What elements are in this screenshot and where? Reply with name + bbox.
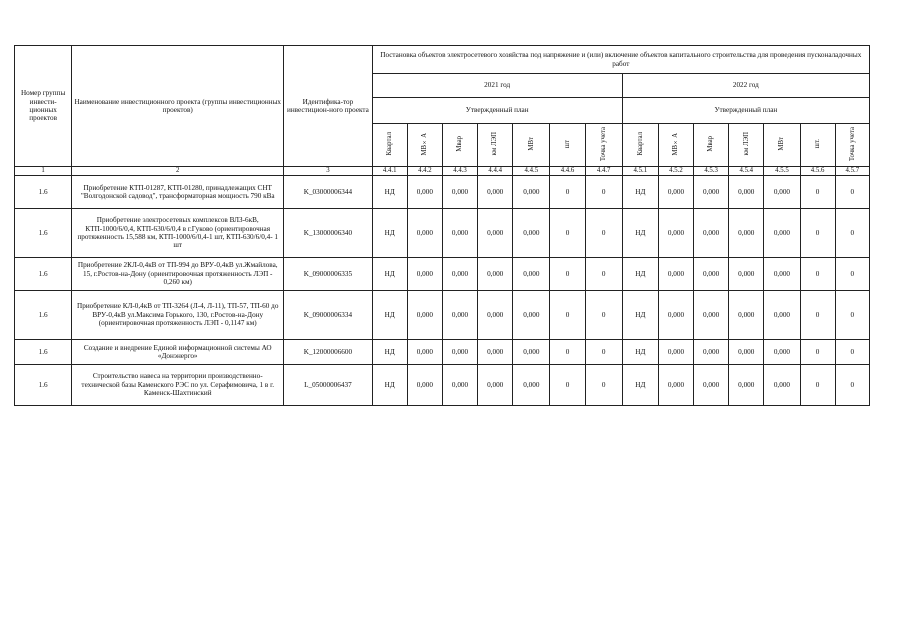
cell-value: 0 [550, 365, 585, 406]
column-number: 2 [72, 167, 284, 176]
cell-value: 0,000 [513, 176, 550, 209]
header-unit-2021-km-line: км ЛЭП [478, 124, 513, 167]
cell-project-name: Приобретение электросетевых комплексов ВЛЗ-6кВ, КТП-1000/6/0,4, КТП-630/6/0,4 в г.Гуково (ориентировочная протяженность 15,588 км, КТП-1000/6/0,4-1 шт, КТП-630/6/0,4- 1 шт [72, 209, 284, 258]
cell-value: 0 [800, 258, 835, 291]
column-number: 4.5.4 [729, 167, 764, 176]
cell-group-number: 1.6 [15, 365, 72, 406]
header-year-2022: 2022 год [622, 74, 869, 98]
cell-value: 0 [800, 209, 835, 258]
cell-group-number: 1.6 [15, 340, 72, 365]
cell-value: 0,000 [513, 209, 550, 258]
header-year-2021: 2021 год [372, 74, 622, 98]
cell-value: 0,000 [658, 340, 693, 365]
cell-value: 0,000 [658, 291, 693, 340]
cell-value: 0,000 [764, 291, 800, 340]
column-number: 4.4.4 [478, 167, 513, 176]
column-number: 4.4.6 [550, 167, 585, 176]
column-number: 4.5.1 [622, 167, 658, 176]
cell-value: 0,000 [478, 258, 513, 291]
cell-value: НД [622, 258, 658, 291]
cell-value: 0,000 [694, 258, 729, 291]
header-unit-2022-mw: МВт [764, 124, 800, 167]
cell-value: 0,000 [513, 340, 550, 365]
cell-value: 0 [585, 365, 622, 406]
cell-value: 0,000 [694, 176, 729, 209]
cell-value: 0 [550, 209, 585, 258]
cell-value: НД [372, 209, 407, 258]
cell-value: 0 [550, 258, 585, 291]
cell-value: 0,000 [442, 258, 477, 291]
cell-value: НД [372, 291, 407, 340]
cell-value: 0,000 [478, 291, 513, 340]
investment-table [14, 45, 870, 406]
cell-value: 0 [835, 258, 869, 291]
cell-project-id: K_09000006335 [284, 258, 372, 291]
cell-value: 0,000 [729, 176, 764, 209]
cell-group-number: 1.6 [15, 209, 72, 258]
cell-value: 0,000 [407, 258, 442, 291]
cell-value: 0,000 [694, 340, 729, 365]
column-number: 4.4.2 [407, 167, 442, 176]
header-unit-2022-km-line: км ЛЭП [729, 124, 764, 167]
header-commissioning: Постановка объектов электросетевого хозяйства под напряжение и (или) включение объектов капитального строительства для проведения пусконаладочных работ [372, 46, 869, 74]
cell-value: 0,000 [764, 365, 800, 406]
cell-value: НД [622, 340, 658, 365]
column-number: 1 [15, 167, 72, 176]
cell-value: 0,000 [442, 176, 477, 209]
cell-group-number: 1.6 [15, 291, 72, 340]
cell-value: 0 [835, 209, 869, 258]
cell-value: 0 [800, 176, 835, 209]
column-number: 3 [284, 167, 372, 176]
cell-value: 0,000 [442, 340, 477, 365]
cell-value: 0 [835, 176, 869, 209]
cell-value: 0,000 [729, 340, 764, 365]
header-plan-2021: Утвержденный план [372, 98, 622, 124]
cell-project-id: K_03000006344 [284, 176, 372, 209]
table-row [15, 176, 870, 209]
cell-value: 0,000 [764, 258, 800, 291]
table-row [15, 365, 870, 406]
cell-value: 0,000 [513, 291, 550, 340]
cell-value: 0 [585, 176, 622, 209]
header-unit-2021-pcs: шт [550, 124, 585, 167]
cell-value: 0 [800, 291, 835, 340]
cell-value: 0,000 [658, 209, 693, 258]
cell-value: 0 [550, 340, 585, 365]
header-unit-2021-mva: МВ×А [407, 124, 442, 167]
header-unit-2021-mw: МВт [513, 124, 550, 167]
header-group-number: Номер группы инвести-ционных проектов [15, 46, 72, 167]
column-number-row [15, 167, 870, 176]
header-plan-2022: Утвержденный план [622, 98, 869, 124]
header-unit-2022-mvar: Мвар [694, 124, 729, 167]
cell-value: 0,000 [513, 258, 550, 291]
cell-value: 0,000 [764, 209, 800, 258]
header-unit-2022-metering-point: Точка учета [835, 124, 869, 167]
cell-project-id: K_13000006340 [284, 209, 372, 258]
cell-value: 0,000 [729, 258, 764, 291]
cell-value: 0,000 [658, 365, 693, 406]
cell-value: 0,000 [658, 258, 693, 291]
cell-value: 0 [585, 258, 622, 291]
header-unit-2022-quarter: Квартал [622, 124, 658, 167]
cell-value: 0,000 [407, 365, 442, 406]
cell-project-id: L_05000006437 [284, 365, 372, 406]
column-number: 4.5.3 [694, 167, 729, 176]
cell-group-number: 1.6 [15, 258, 72, 291]
header-unit-2021-metering-point: Точка учета [585, 124, 622, 167]
cell-value: НД [622, 176, 658, 209]
cell-value: 0,000 [442, 291, 477, 340]
cell-value: 0,000 [694, 291, 729, 340]
cell-value: НД [622, 209, 658, 258]
cell-value: 0,000 [478, 176, 513, 209]
table-row [15, 291, 870, 340]
cell-value: 0 [835, 291, 869, 340]
cell-value: 0,000 [729, 209, 764, 258]
column-number: 4.4.1 [372, 167, 407, 176]
table-row [15, 340, 870, 365]
column-number: 4.5.2 [658, 167, 693, 176]
cell-value: 0 [585, 340, 622, 365]
cell-project-id: K_12000006600 [284, 340, 372, 365]
cell-value: 0,000 [694, 209, 729, 258]
cell-value: 0 [550, 176, 585, 209]
cell-value: 0,000 [764, 176, 800, 209]
cell-value: 0,000 [478, 340, 513, 365]
cell-value: 0,000 [407, 340, 442, 365]
cell-project-name: Строительство навеса на территории производственно-технической базы Каменского РЭС по ул. Серафимовича, 1 в г. Каменск-Шахтинский [72, 365, 284, 406]
cell-value: 0 [550, 291, 585, 340]
column-number: 4.4.5 [513, 167, 550, 176]
cell-value: 0,000 [658, 176, 693, 209]
cell-value: 0,000 [407, 291, 442, 340]
column-number: 4.4.3 [442, 167, 477, 176]
cell-value: 0,000 [442, 365, 477, 406]
cell-value: НД [372, 340, 407, 365]
header-unit-2022-mva: МВ×А [658, 124, 693, 167]
cell-value: 0,000 [442, 209, 477, 258]
cell-project-name: Приобретение КТП-01287, КТП-01280, принадлежащих СНТ "Волгодонской садовод", трансформаторная мощность 790 кВа [72, 176, 284, 209]
header-unit-2021-quarter: Квартал [372, 124, 407, 167]
cell-value: НД [372, 176, 407, 209]
cell-value: 0,000 [478, 365, 513, 406]
cell-project-id: K_09000006334 [284, 291, 372, 340]
cell-value: НД [622, 291, 658, 340]
cell-value: 0,000 [407, 209, 442, 258]
table-row [15, 258, 870, 291]
cell-value: НД [372, 258, 407, 291]
cell-value: 0 [800, 365, 835, 406]
table-row [15, 209, 870, 258]
header-project-id: Идентифика-тор инвестицион-ного проекта [284, 46, 372, 167]
column-number: 4.5.6 [800, 167, 835, 176]
column-number: 4.5.5 [764, 167, 800, 176]
cell-value: 0,000 [407, 176, 442, 209]
cell-project-name: Создание и внедрение Единой информационной системы АО «Донэнерго» [72, 340, 284, 365]
cell-project-name: Приобретение 2КЛ-0,4кВ от ТП-994 до ВРУ-0,4кВ ул.Жмайлова, 15, г.Ростов-на-Дону (ориентировочная протяженность ЛЭП - 0,260 км) [72, 258, 284, 291]
header-project-name: Наименование инвестиционного проекта (группы инвестиционных проектов) [72, 46, 284, 167]
cell-project-name: Приобретение КЛ-0,4кВ от ТП-3264 (Л-4, Л-11), ТП-57, ТП-60 до ВРУ-0,4кВ ул.Максима Горького, 130, г.Ростов-на-Дону (ориентировочная протяженность ЛЭП - 0,1147 км) [72, 291, 284, 340]
column-number: 4.4.7 [585, 167, 622, 176]
cell-value: 0 [835, 365, 869, 406]
header-unit-2021-mvar: Мвар [442, 124, 477, 167]
column-number: 4.5.7 [835, 167, 869, 176]
cell-value: 0,000 [478, 209, 513, 258]
cell-value: 0,000 [694, 365, 729, 406]
cell-value: 0 [585, 209, 622, 258]
cell-value: НД [372, 365, 407, 406]
cell-value: 0,000 [513, 365, 550, 406]
cell-value: 0,000 [729, 291, 764, 340]
cell-value: 0 [585, 291, 622, 340]
cell-group-number: 1.6 [15, 176, 72, 209]
cell-value: 0,000 [764, 340, 800, 365]
cell-value: 0,000 [729, 365, 764, 406]
cell-value: 0 [835, 340, 869, 365]
cell-value: 0 [800, 340, 835, 365]
cell-value: НД [622, 365, 658, 406]
header-unit-2022-pcs: шт. [800, 124, 835, 167]
